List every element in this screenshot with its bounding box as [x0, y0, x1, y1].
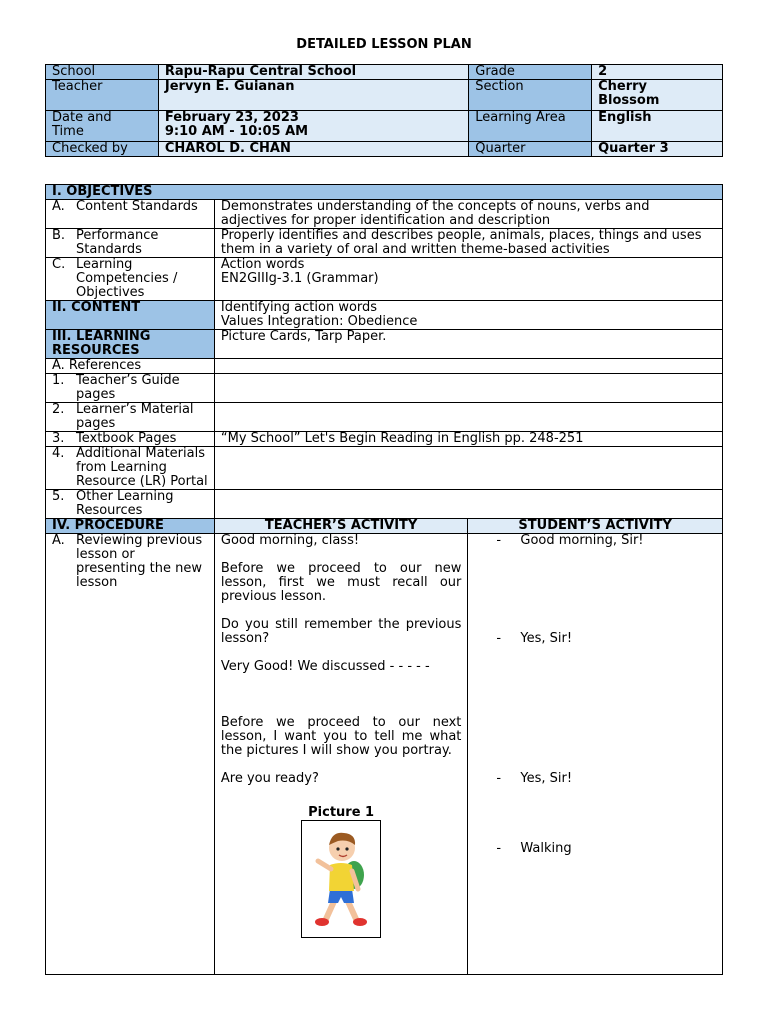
- competencies-text: Learning Competencies / Objectives: [76, 257, 178, 300]
- content-standards-value: Demonstrates understanding of the concepts of nouns, verbs and adjectives for proper identification and description: [214, 200, 722, 229]
- resource-item-num: 5.: [52, 489, 65, 504]
- quarter-label: Quarter: [469, 142, 592, 157]
- teacher-line: Very Good! We discussed - - - - -: [220, 659, 430, 674]
- resource-item-value: [214, 374, 722, 403]
- teacher-label: Teacher: [46, 80, 159, 111]
- lesson-plan-table: [45, 184, 723, 975]
- resource-item-text: Other Learning Resources: [76, 489, 174, 518]
- content-value-line-2: Values Integration: Obedience: [220, 314, 418, 329]
- teacher-value: Jervyn E. Guianan: [158, 80, 468, 111]
- date-time-value: [158, 111, 468, 142]
- resource-item-num: 2.: [52, 402, 65, 417]
- student-activity-heading: STUDENT’S ACTIVITY: [468, 519, 723, 534]
- competencies-label: [46, 258, 215, 301]
- section-label: Section: [469, 80, 592, 111]
- resource-item-num: 4.: [52, 446, 65, 461]
- resource-item-label: [46, 374, 215, 403]
- resource-item-text: Textbook Pages: [76, 431, 177, 446]
- resource-item-value: [214, 403, 722, 432]
- learning-resources-value: Picture Cards, Tarp Paper.: [214, 330, 722, 359]
- content-standards-label: [46, 200, 215, 229]
- resource-item-num: 3.: [52, 431, 65, 446]
- student-dash: -: [496, 631, 502, 646]
- procedure-step-text: Reviewing previous lesson or presenting the new lesson: [76, 533, 203, 590]
- lesson-header-table: [45, 64, 723, 157]
- boy-walking-icon: [302, 821, 380, 937]
- picture-card: [301, 820, 381, 938]
- teacher-activity-heading: TEACHER’S ACTIVITY: [214, 519, 468, 534]
- content-standards-text: Content Standards: [76, 199, 198, 214]
- procedure-step-num: A.: [52, 533, 65, 548]
- student-line: [474, 534, 716, 548]
- competencies-value: [214, 258, 722, 301]
- document-title: DETAILED LESSON PLAN: [296, 37, 472, 52]
- learning-resources-heading: III. LEARNING RESOURCES: [46, 330, 215, 359]
- student-dash: -: [496, 533, 502, 548]
- content-value-line-1: Identifying action words: [220, 300, 378, 315]
- performance-standards-text: Performance Standards: [76, 228, 159, 257]
- learning-area-label: Learning Area: [469, 111, 592, 142]
- procedure-heading: IV. PROCEDURE: [46, 519, 215, 534]
- time-value: 9:10 AM - 10:05 AM: [164, 124, 309, 139]
- student-dash: -: [496, 771, 502, 786]
- resource-item-value: [214, 490, 722, 519]
- performance-standards-value: Properly identifies and describes people, animals, places, things and uses them in a variety of oral and written theme-based activities: [214, 229, 722, 258]
- student-dash: -: [496, 841, 502, 856]
- school-value: Rapu-Rapu Central School: [158, 65, 468, 80]
- competencies-value-line-1: Action words: [220, 257, 305, 272]
- teacher-line: Do you still remember the previous lesson?: [220, 617, 462, 646]
- references-value: [214, 359, 722, 374]
- section-value: [592, 80, 723, 111]
- competencies-num: C.: [52, 257, 66, 272]
- performance-standards-label: [46, 229, 215, 258]
- student-line-text: Yes, Sir!: [520, 631, 573, 646]
- checked-by-value: CHAROL D. CHAN: [158, 142, 468, 157]
- quarter-value: Quarter 3: [592, 142, 723, 157]
- date-time-label: [46, 111, 159, 142]
- resource-item-text: Learner’s Material pages: [76, 402, 194, 431]
- student-line-text: Yes, Sir!: [520, 771, 573, 786]
- date-label-line-1: Date and: [52, 110, 112, 125]
- resource-item-text: Teacher’s Guide pages: [76, 373, 180, 402]
- teacher-line: Before we proceed to our new lesson, first we must recall our previous lesson.: [220, 561, 462, 604]
- section-value-line-2: Blossom: [598, 93, 660, 108]
- student-line-text: Walking: [520, 841, 572, 856]
- picture-label: Picture 1: [308, 805, 375, 820]
- resource-item-label: [46, 490, 215, 519]
- checked-by-label: Checked by: [46, 142, 159, 157]
- grade-label: Grade: [469, 65, 592, 80]
- teacher-activity-cell: [214, 534, 468, 975]
- competencies-value-line-2: EN2GIIIg-3.1 (Grammar): [220, 271, 379, 286]
- section-value-line-1: Cherry: [598, 79, 648, 94]
- teacher-line: Good morning, class!: [220, 533, 360, 548]
- teacher-line: Are you ready?: [220, 771, 319, 786]
- resource-item-label: [46, 447, 215, 490]
- performance-standards-num: B.: [52, 228, 66, 243]
- grade-value: 2: [592, 65, 723, 80]
- resource-item-label: [46, 403, 215, 432]
- student-line: [474, 772, 716, 786]
- student-line: [474, 842, 716, 856]
- content-heading: II. CONTENT: [46, 301, 215, 330]
- resource-item-value: [214, 447, 722, 490]
- references-label: A. References: [46, 359, 215, 374]
- objectives-heading: I. OBJECTIVES: [46, 185, 723, 200]
- teacher-line: Before we proceed to our next lesson, I want you to tell me what the pictures I will show you portray.: [220, 715, 462, 758]
- student-line-text: Good morning, Sir!: [520, 533, 644, 548]
- school-label: School: [46, 65, 159, 80]
- student-line: [474, 632, 716, 646]
- resource-item-num: 1.: [52, 373, 65, 388]
- date-value: February 23, 2023: [164, 110, 299, 125]
- procedure-step-label: [46, 534, 215, 975]
- resource-item-value: “My School” Let's Begin Reading in English pp. 248-251: [214, 432, 722, 447]
- resource-item-text: Additional Materials from Learning Resource (LR) Portal: [76, 446, 208, 489]
- learning-area-value: English: [592, 111, 723, 142]
- student-activity-cell: [468, 534, 723, 975]
- resource-item-label: [46, 432, 215, 447]
- content-value: [214, 301, 722, 330]
- date-label-line-2: Time: [52, 124, 84, 139]
- content-standards-num: A.: [52, 199, 65, 214]
